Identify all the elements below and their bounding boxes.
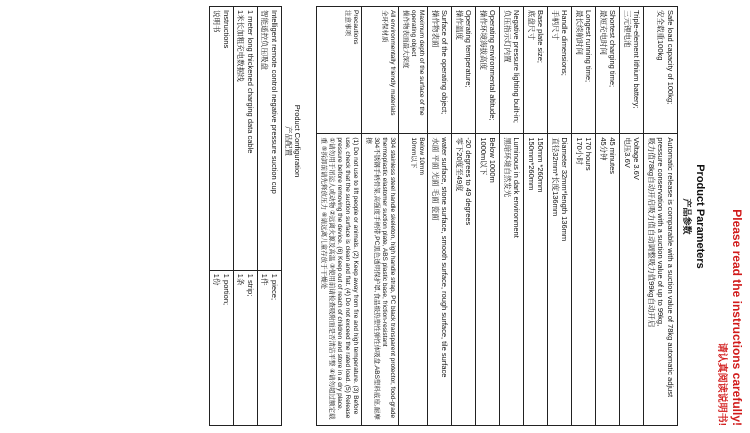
label-english: Negative pressure lighting built-in; bbox=[512, 10, 522, 123]
parameter-label bbox=[362, 7, 399, 134]
value-english: 45 minutes bbox=[608, 137, 618, 174]
label-english: Operating environmental altitude; bbox=[488, 10, 498, 121]
parameter-row bbox=[524, 7, 548, 426]
value-chinese: 零下20度至49度 bbox=[455, 137, 464, 192]
configuration-row bbox=[210, 7, 234, 426]
parameter-row bbox=[596, 7, 620, 426]
configuration-quantity bbox=[234, 270, 258, 425]
parameter-row bbox=[476, 7, 500, 426]
parameter-label bbox=[620, 7, 644, 134]
value-chinese: 45分钟 bbox=[599, 137, 608, 161]
quantity-english: 1 strip; bbox=[246, 273, 255, 297]
parameter-row bbox=[644, 7, 678, 426]
read-instructions-notice bbox=[714, 0, 744, 426]
label-chinese: 操作物表面 bbox=[431, 10, 440, 48]
value-english: 304 stainless steel handle skeleton, high handle strap, PC black transparent protector, food-grade thermoplastic elastomer suction plate, ABS plastic base, friction-resistant bbox=[381, 137, 397, 419]
value-english: (1) Do not use to lift people or animals. (2) Keep away from fire and high temperature. (3) Before use, check that the suction surface is clean and flat. (4) Do not exceed the rated load. (5) Release pressure before removing the device. (6) Keep out of reach of children and store in a dry place. bbox=[336, 137, 360, 419]
label-english: Maximum depth of the surface of the operating object bbox=[410, 10, 426, 116]
parameter-value bbox=[596, 134, 620, 426]
parameter-label bbox=[644, 7, 678, 134]
value-english: Diameter 32mm*length 136mm bbox=[560, 137, 570, 242]
configuration-item bbox=[210, 7, 234, 271]
parameter-label bbox=[452, 7, 476, 134]
item-chinese: 1米长加粗充电数据线 bbox=[236, 10, 246, 82]
label-english: Safe load capacity of 100kg; bbox=[666, 10, 675, 105]
parameter-row bbox=[452, 7, 476, 426]
label-chinese: 操作环境海拔高度 bbox=[479, 10, 488, 70]
heading-english: Product Parameters bbox=[694, 164, 706, 269]
parameter-value bbox=[524, 134, 548, 426]
label-english: Longest running time; bbox=[584, 10, 594, 83]
parameter-row bbox=[428, 7, 452, 426]
parameter-value bbox=[548, 134, 572, 426]
value-chinese: 吸力值78kg自动开启吸力值自动调整吸力值99kg自动开启 bbox=[647, 137, 656, 328]
notice-english: Please read the instructions carefully! bbox=[730, 209, 744, 426]
product-parameters-heading bbox=[681, 0, 706, 433]
value-english: Voltage 3.6V bbox=[632, 137, 642, 180]
parameter-value bbox=[452, 134, 476, 426]
parameter-row bbox=[500, 7, 524, 426]
parameter-label bbox=[428, 7, 452, 134]
parameter-row bbox=[620, 7, 644, 426]
quantity-english: 1 portion; bbox=[222, 273, 231, 306]
parameter-value bbox=[572, 134, 596, 426]
value-english: water surface, stone surface, smooth surface, rough surface, tile surface bbox=[440, 137, 450, 378]
parameter-value bbox=[476, 134, 500, 426]
label-english: Base plate size; bbox=[536, 10, 546, 63]
parameter-value bbox=[428, 134, 452, 426]
quantity-chinese: 1条 bbox=[236, 273, 246, 286]
parameter-value bbox=[500, 134, 524, 426]
value-chinese: 水面 平面 光面 毛面 瓷面 bbox=[431, 137, 440, 221]
quantity-chinese: 1件 bbox=[260, 273, 270, 286]
value-english: Below 1000m bbox=[488, 137, 498, 183]
parameter-label bbox=[476, 7, 500, 134]
config-heading-chinese: 产品配置 bbox=[284, 126, 293, 156]
value-english: 170 hours bbox=[584, 137, 594, 171]
parameter-label bbox=[572, 7, 596, 134]
label-english: Shortest charging time; bbox=[608, 10, 618, 88]
parameter-value bbox=[362, 134, 399, 426]
configuration-item bbox=[234, 7, 258, 271]
value-english: Luminous in dark environment bbox=[512, 137, 522, 238]
parameter-value bbox=[620, 134, 644, 426]
parameter-label bbox=[500, 7, 524, 134]
value-chinese: 直径32mm*长度136mm bbox=[551, 137, 560, 217]
label-english: Triple-element lithium battery; bbox=[632, 10, 642, 109]
parameter-label bbox=[596, 7, 620, 134]
label-english: Surface of the operating object; bbox=[440, 10, 450, 115]
parameters-table-body bbox=[317, 7, 678, 426]
configuration-item bbox=[258, 7, 282, 271]
item-chinese: 说明书 bbox=[212, 10, 222, 33]
configuration-table bbox=[209, 6, 282, 426]
value-chinese: 150mm*260mm bbox=[527, 137, 536, 191]
label-english: Operating temperature; bbox=[464, 10, 474, 88]
label-english: Precautions bbox=[352, 10, 360, 45]
heading-chinese: 产品参数 bbox=[682, 198, 692, 235]
label-chinese: 操作温度 bbox=[455, 10, 464, 40]
label-chinese: 安全载重100kg bbox=[656, 10, 666, 61]
product-configuration-heading bbox=[284, 6, 302, 276]
parameter-value bbox=[644, 134, 678, 426]
parameter-row bbox=[399, 7, 428, 426]
label-english: Handle dimensions; bbox=[560, 10, 570, 76]
parameter-row bbox=[362, 7, 399, 426]
value-chinese: 1000m以下 bbox=[479, 137, 488, 176]
item-english: 1 meter long thickened charging data cable bbox=[246, 10, 255, 154]
parameters-table bbox=[317, 6, 679, 426]
quantity-english: 1 piece; bbox=[270, 273, 279, 301]
value-chinese: 170小时 bbox=[575, 137, 584, 165]
label-chinese: 三元锂电池 bbox=[623, 10, 632, 48]
item-english: Instructions bbox=[222, 10, 231, 49]
parameter-label bbox=[317, 7, 362, 134]
value-chinese: 电压3.6V bbox=[623, 137, 632, 168]
parameter-row bbox=[317, 7, 362, 426]
configuration-quantity bbox=[210, 270, 234, 425]
parameter-label bbox=[548, 7, 572, 134]
parameter-row bbox=[572, 7, 596, 426]
value-english: Automatic release is comparable with a suction value of 78kg automatic adjust pressure conservation with a suction value of up to 99kg, bbox=[656, 137, 675, 398]
label-chinese: 底盘尺寸 bbox=[527, 10, 536, 40]
label-chinese: 手柄尺寸 bbox=[551, 10, 560, 40]
value-chinese: 10mm以下 bbox=[410, 137, 418, 169]
parameter-value bbox=[317, 134, 362, 426]
quantity-chinese: 1份 bbox=[212, 273, 222, 286]
parameter-label bbox=[399, 7, 428, 134]
value-english: 150mm *260mm bbox=[536, 137, 546, 193]
label-english: All environmentally friendly materials bbox=[389, 10, 397, 116]
config-heading-english: Product Configuration bbox=[293, 104, 302, 178]
configuration-row bbox=[258, 7, 282, 426]
item-chinese: 智能遥控负压吸盘 bbox=[260, 10, 270, 70]
label-chinese: 最短充电时间 bbox=[599, 10, 608, 55]
value-chinese: 黑暗环境自然发光 bbox=[503, 137, 512, 198]
configuration-table-body bbox=[210, 7, 282, 426]
value-chinese: 304不锈钢手柄骨架,高强度手柄带,PC黑色透明保护罩,食品级热塑性弹性体吸盘,ABS塑料底座,耐摩擦 bbox=[365, 137, 381, 420]
parameter-row bbox=[548, 7, 572, 426]
label-chinese: 注意事项 bbox=[344, 10, 352, 36]
label-chinese: 负压指示灯内置 bbox=[503, 10, 512, 63]
value-chinese: ①请勿用于吊运人或动物 ②远离火源及高温 ③使用前请检查吸附面是否清洁平整 ④请勿超过额定载重 ⑤拆卸前请先释放压力 ⑥请远离儿童存放于干燥处 bbox=[320, 137, 336, 420]
label-chinese: 最长续航时间 bbox=[575, 10, 584, 55]
parameter-label bbox=[524, 7, 548, 134]
value-english: -20 degrees to 49 degrees bbox=[464, 137, 474, 226]
notice-chinese: 请认真阅读说明书! bbox=[716, 342, 727, 426]
configuration-row bbox=[234, 7, 258, 426]
item-english: Intelligent remote control negative pressure suction cup bbox=[270, 10, 279, 194]
value-english: Below 10mm bbox=[418, 137, 426, 175]
label-chinese: 全环保材质 bbox=[381, 10, 389, 43]
label-chinese: 操作物表面最大深度 bbox=[402, 10, 410, 69]
configuration-quantity bbox=[258, 270, 282, 425]
parameter-value bbox=[399, 134, 428, 426]
